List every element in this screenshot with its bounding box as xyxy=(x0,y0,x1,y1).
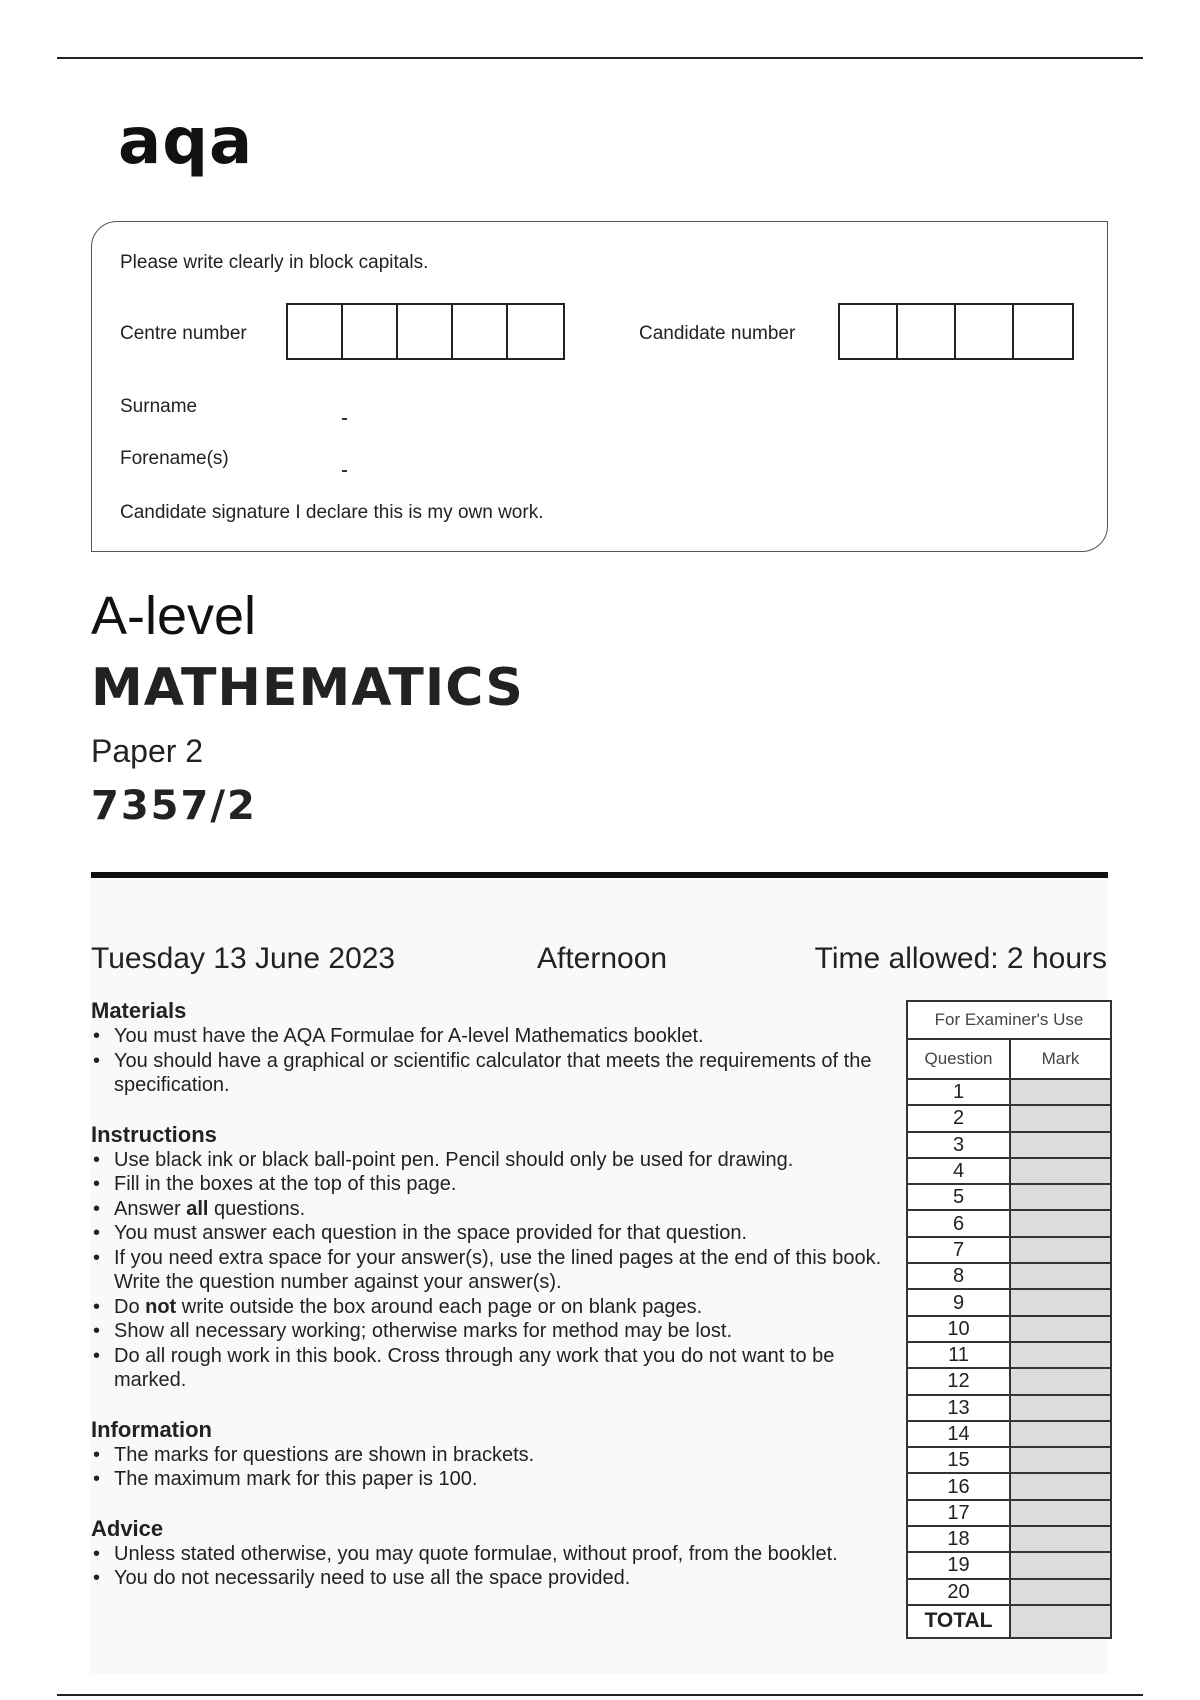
mark-cell xyxy=(1010,1526,1111,1552)
information-heading: Information xyxy=(91,1416,212,1442)
centre-number-label: Centre number xyxy=(120,323,247,344)
table-row xyxy=(907,1210,1111,1236)
mark-column-header: Mark xyxy=(1010,1039,1111,1079)
table-row xyxy=(907,1447,1111,1473)
question-number-cell: 14 xyxy=(907,1421,1010,1447)
section-divider xyxy=(91,872,1108,878)
table-row xyxy=(907,1158,1111,1184)
list-item: • You must have the AQA Formulae for A-level Mathematics booklet. xyxy=(91,1024,891,1049)
mark-cell xyxy=(1010,1237,1111,1263)
text-segment: write outside the box around each page or on blank pages. xyxy=(176,1295,703,1318)
question-number-cell: 5 xyxy=(907,1184,1010,1210)
table-row xyxy=(907,1132,1111,1158)
signature-label: Candidate signature I declare this is my own work. xyxy=(120,502,544,523)
list-item: • You do not necessarily need to use all the space provided. xyxy=(91,1566,891,1591)
examiner-table-title: For Examiner's Use xyxy=(907,1001,1111,1039)
table-row xyxy=(907,1263,1111,1289)
mark-cell xyxy=(1010,1395,1111,1421)
table-row xyxy=(907,1105,1111,1131)
list-item: • Do all rough work in this book. Cross through any work that you do not want to be marked. xyxy=(91,1344,891,1393)
block-capitals-instruction: Please write clearly in block capitals. xyxy=(120,252,429,273)
mark-cell xyxy=(1010,1421,1111,1447)
surname-label: Surname xyxy=(120,396,198,417)
bottom-rule xyxy=(57,1694,1143,1696)
list-item: • Show all necessary working; otherwise marks for method may be lost. xyxy=(91,1319,891,1344)
question-number-cell: 9 xyxy=(907,1289,1010,1315)
top-rule xyxy=(57,57,1143,59)
candidate-number-digit-box[interactable] xyxy=(898,305,956,358)
table-row xyxy=(907,1421,1111,1447)
mark-cell xyxy=(1010,1184,1111,1210)
table-row xyxy=(907,1237,1111,1263)
list-item: • You must answer each question in the space provided for that question. xyxy=(91,1221,891,1246)
forenames-field[interactable] xyxy=(342,470,347,472)
mark-cell xyxy=(1010,1132,1111,1158)
information-list xyxy=(91,1443,891,1492)
centre-number-digit-box[interactable] xyxy=(453,305,508,358)
mark-cell xyxy=(1010,1158,1111,1184)
mark-cell xyxy=(1010,1342,1111,1368)
centre-number-digit-box[interactable] xyxy=(288,305,343,358)
table-row xyxy=(907,1316,1111,1342)
list-item: • Use black ink or black ball-point pen. Pencil should only be used for drawing. xyxy=(91,1148,891,1173)
mark-cell xyxy=(1010,1210,1111,1236)
advice-list xyxy=(91,1542,891,1591)
centre-number-digit-box[interactable] xyxy=(398,305,453,358)
question-number-cell: 11 xyxy=(907,1342,1010,1368)
centre-number-digit-box[interactable] xyxy=(508,305,563,358)
candidate-number-digit-box[interactable] xyxy=(840,305,898,358)
paper-code: 7357/2 xyxy=(91,783,257,829)
question-column-header: Question xyxy=(907,1039,1010,1079)
question-number-cell: 16 xyxy=(907,1473,1010,1499)
candidate-number-digit-box[interactable] xyxy=(1014,305,1072,358)
qualification-level: A-level xyxy=(91,586,257,646)
examiner-use-table xyxy=(906,1000,1112,1639)
total-label: TOTAL xyxy=(907,1605,1010,1638)
question-number-cell: 6 xyxy=(907,1210,1010,1236)
mark-cell xyxy=(1010,1289,1111,1315)
table-row xyxy=(907,1342,1111,1368)
mark-cell xyxy=(1010,1316,1111,1342)
table-row xyxy=(907,1526,1111,1552)
question-number-cell: 2 xyxy=(907,1105,1010,1131)
question-number-cell: 19 xyxy=(907,1552,1010,1578)
table-row xyxy=(907,1079,1111,1105)
question-number-cell: 3 xyxy=(907,1132,1010,1158)
exam-date: Tuesday 13 June 2023 xyxy=(91,942,396,975)
list-item xyxy=(91,1197,891,1222)
centre-number-field[interactable] xyxy=(286,303,565,360)
question-number-cell: 13 xyxy=(907,1395,1010,1421)
table-row xyxy=(907,1184,1111,1210)
question-number-cell: 7 xyxy=(907,1237,1010,1263)
subject-title: MATHEMATICS xyxy=(91,658,524,718)
table-row xyxy=(907,1473,1111,1499)
total-mark-cell xyxy=(1010,1605,1111,1638)
instructions-column xyxy=(91,998,891,1615)
list-item: • Unless stated otherwise, you may quote formulae, without proof, from the booklet. xyxy=(91,1542,891,1567)
table-row xyxy=(907,1552,1111,1578)
candidate-number-digit-box[interactable] xyxy=(956,305,1014,358)
question-number-cell: 12 xyxy=(907,1368,1010,1394)
list-item: • The maximum mark for this paper is 100. xyxy=(91,1467,891,1492)
mark-cell xyxy=(1010,1447,1111,1473)
question-number-cell: 18 xyxy=(907,1526,1010,1552)
table-row xyxy=(907,1579,1111,1605)
table-row xyxy=(907,1289,1111,1315)
mark-cell xyxy=(1010,1552,1111,1578)
question-number-cell: 15 xyxy=(907,1447,1010,1473)
materials-list xyxy=(91,1024,891,1098)
question-number-cell: 20 xyxy=(907,1579,1010,1605)
materials-heading: Materials xyxy=(91,998,187,1023)
emphasis-text: all xyxy=(186,1197,209,1220)
list-item: • The marks for questions are shown in brackets. xyxy=(91,1443,891,1468)
question-number-cell: 4 xyxy=(907,1158,1010,1184)
question-rows xyxy=(907,1079,1111,1605)
candidate-number-label: Candidate number xyxy=(639,323,796,344)
question-number-cell: 17 xyxy=(907,1500,1010,1526)
table-row xyxy=(907,1500,1111,1526)
exam-session: Afternoon xyxy=(537,942,668,975)
candidate-number-field[interactable] xyxy=(838,303,1074,360)
mark-cell xyxy=(1010,1263,1111,1289)
instructions-heading: Instructions xyxy=(91,1121,217,1147)
paper-number: Paper 2 xyxy=(91,733,204,769)
mark-cell xyxy=(1010,1368,1111,1394)
advice-heading: Advice xyxy=(91,1515,164,1541)
centre-number-digit-box[interactable] xyxy=(343,305,398,358)
table-row xyxy=(907,1395,1111,1421)
mark-cell xyxy=(1010,1079,1111,1105)
question-number-cell: 10 xyxy=(907,1316,1010,1342)
list-item: • If you need extra space for your answer(s), use the lined pages at the end of this book. Write the question number against your answer(s). xyxy=(91,1246,891,1295)
list-item xyxy=(91,1295,891,1320)
emphasis-text: not xyxy=(145,1295,177,1318)
instructions-list xyxy=(91,1148,891,1393)
surname-field[interactable] xyxy=(342,418,347,420)
mark-cell xyxy=(1010,1105,1111,1131)
mark-cell xyxy=(1010,1500,1111,1526)
forenames-label: Forename(s) xyxy=(120,448,229,469)
aqa-logo: aqa xyxy=(118,105,254,179)
list-item: • Fill in the boxes at the top of this page. xyxy=(91,1172,891,1197)
mark-cell xyxy=(1010,1473,1111,1499)
text-segment: Answer xyxy=(114,1197,187,1220)
list-item: • You should have a graphical or scientific calculator that meets the requirements of the specification. xyxy=(91,1049,891,1098)
mark-cell xyxy=(1010,1579,1111,1605)
question-number-cell: 8 xyxy=(907,1263,1010,1289)
text-segment: questions. xyxy=(208,1197,306,1220)
text-segment: Do xyxy=(114,1295,146,1318)
time-allowed: Time allowed: 2 hours xyxy=(814,942,1107,975)
question-number-cell: 1 xyxy=(907,1079,1010,1105)
table-row xyxy=(907,1368,1111,1394)
